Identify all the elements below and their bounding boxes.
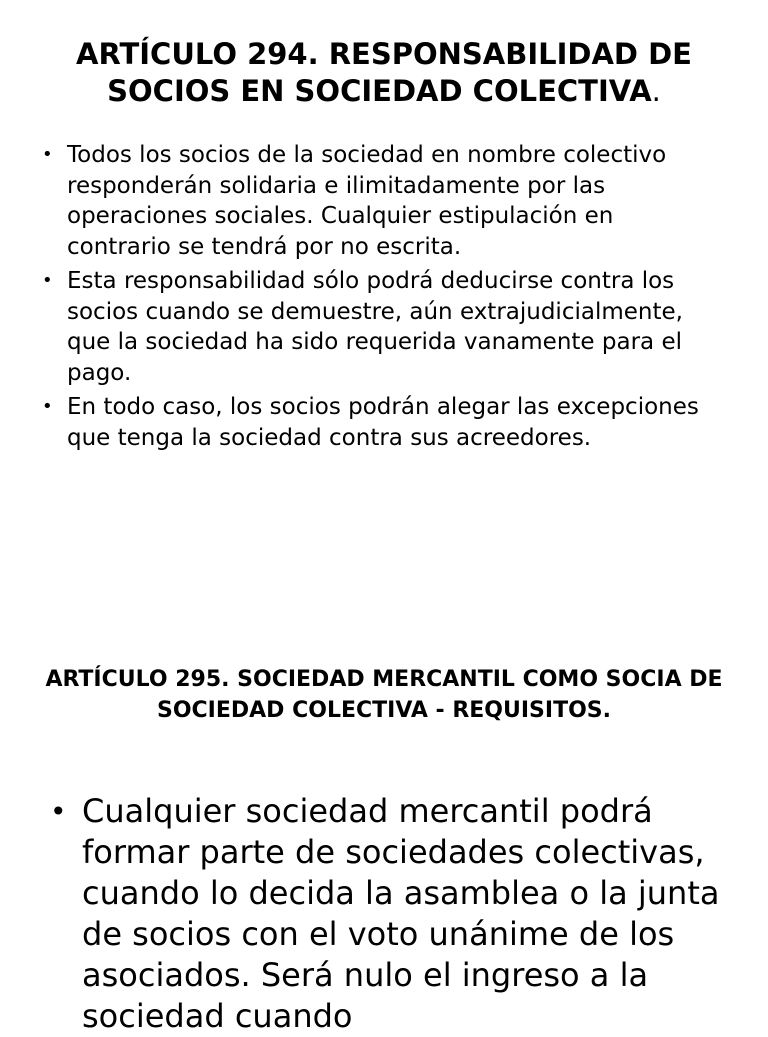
list-item-text: Cualquier sociedad mercantil podrá formar parte de sociedades colectivas, cuando lo decida la asamblea o la junta de socios con el voto unánime de los asociados. Será nulo el ingreso a la sociedad cuando (82, 792, 720, 1035)
list-item-text: En todo caso, los socios podrán alegar las excepciones que tenga la sociedad contra sus acreedores. (67, 394, 699, 451)
list-item-text: Todos los socios de la sociedad en nombre colectivo responderán solidaria e ilimitadamente por las operaciones sociales. Cualquier estipulación en contrario se tendrá por no escrita. (67, 142, 667, 260)
article-294-title-text: ARTÍCULO 294. RESPONSABILIDAD DE SOCIOS EN SOCIEDAD COLECTIVA (76, 37, 692, 108)
article-295-title: ARTÍCULO 295. SOCIEDAD MERCANTIL COMO SOCIA DE SOCIEDAD COLECTIVA - REQUISITOS. (45, 667, 723, 723)
list-item (42, 392, 722, 453)
list-item (50, 791, 740, 1037)
bullet-marker: • (50, 795, 67, 828)
bullet-marker: • (42, 396, 53, 417)
article-295-bullet-list (50, 791, 740, 1037)
article-294-bullet-list (42, 140, 722, 457)
list-item-text: Esta responsabilidad sólo podrá deducirse contra los socios cuando se demuestre, aún extrajudicialmente, que la sociedad ha sido requerida vanamente para el pago. (67, 268, 683, 386)
article-294-title-period: . (651, 74, 661, 108)
list-item (42, 266, 722, 388)
article-294-title (20, 36, 748, 110)
bullet-marker: • (42, 270, 53, 291)
list-item (42, 140, 722, 262)
bullet-marker: • (42, 144, 53, 165)
